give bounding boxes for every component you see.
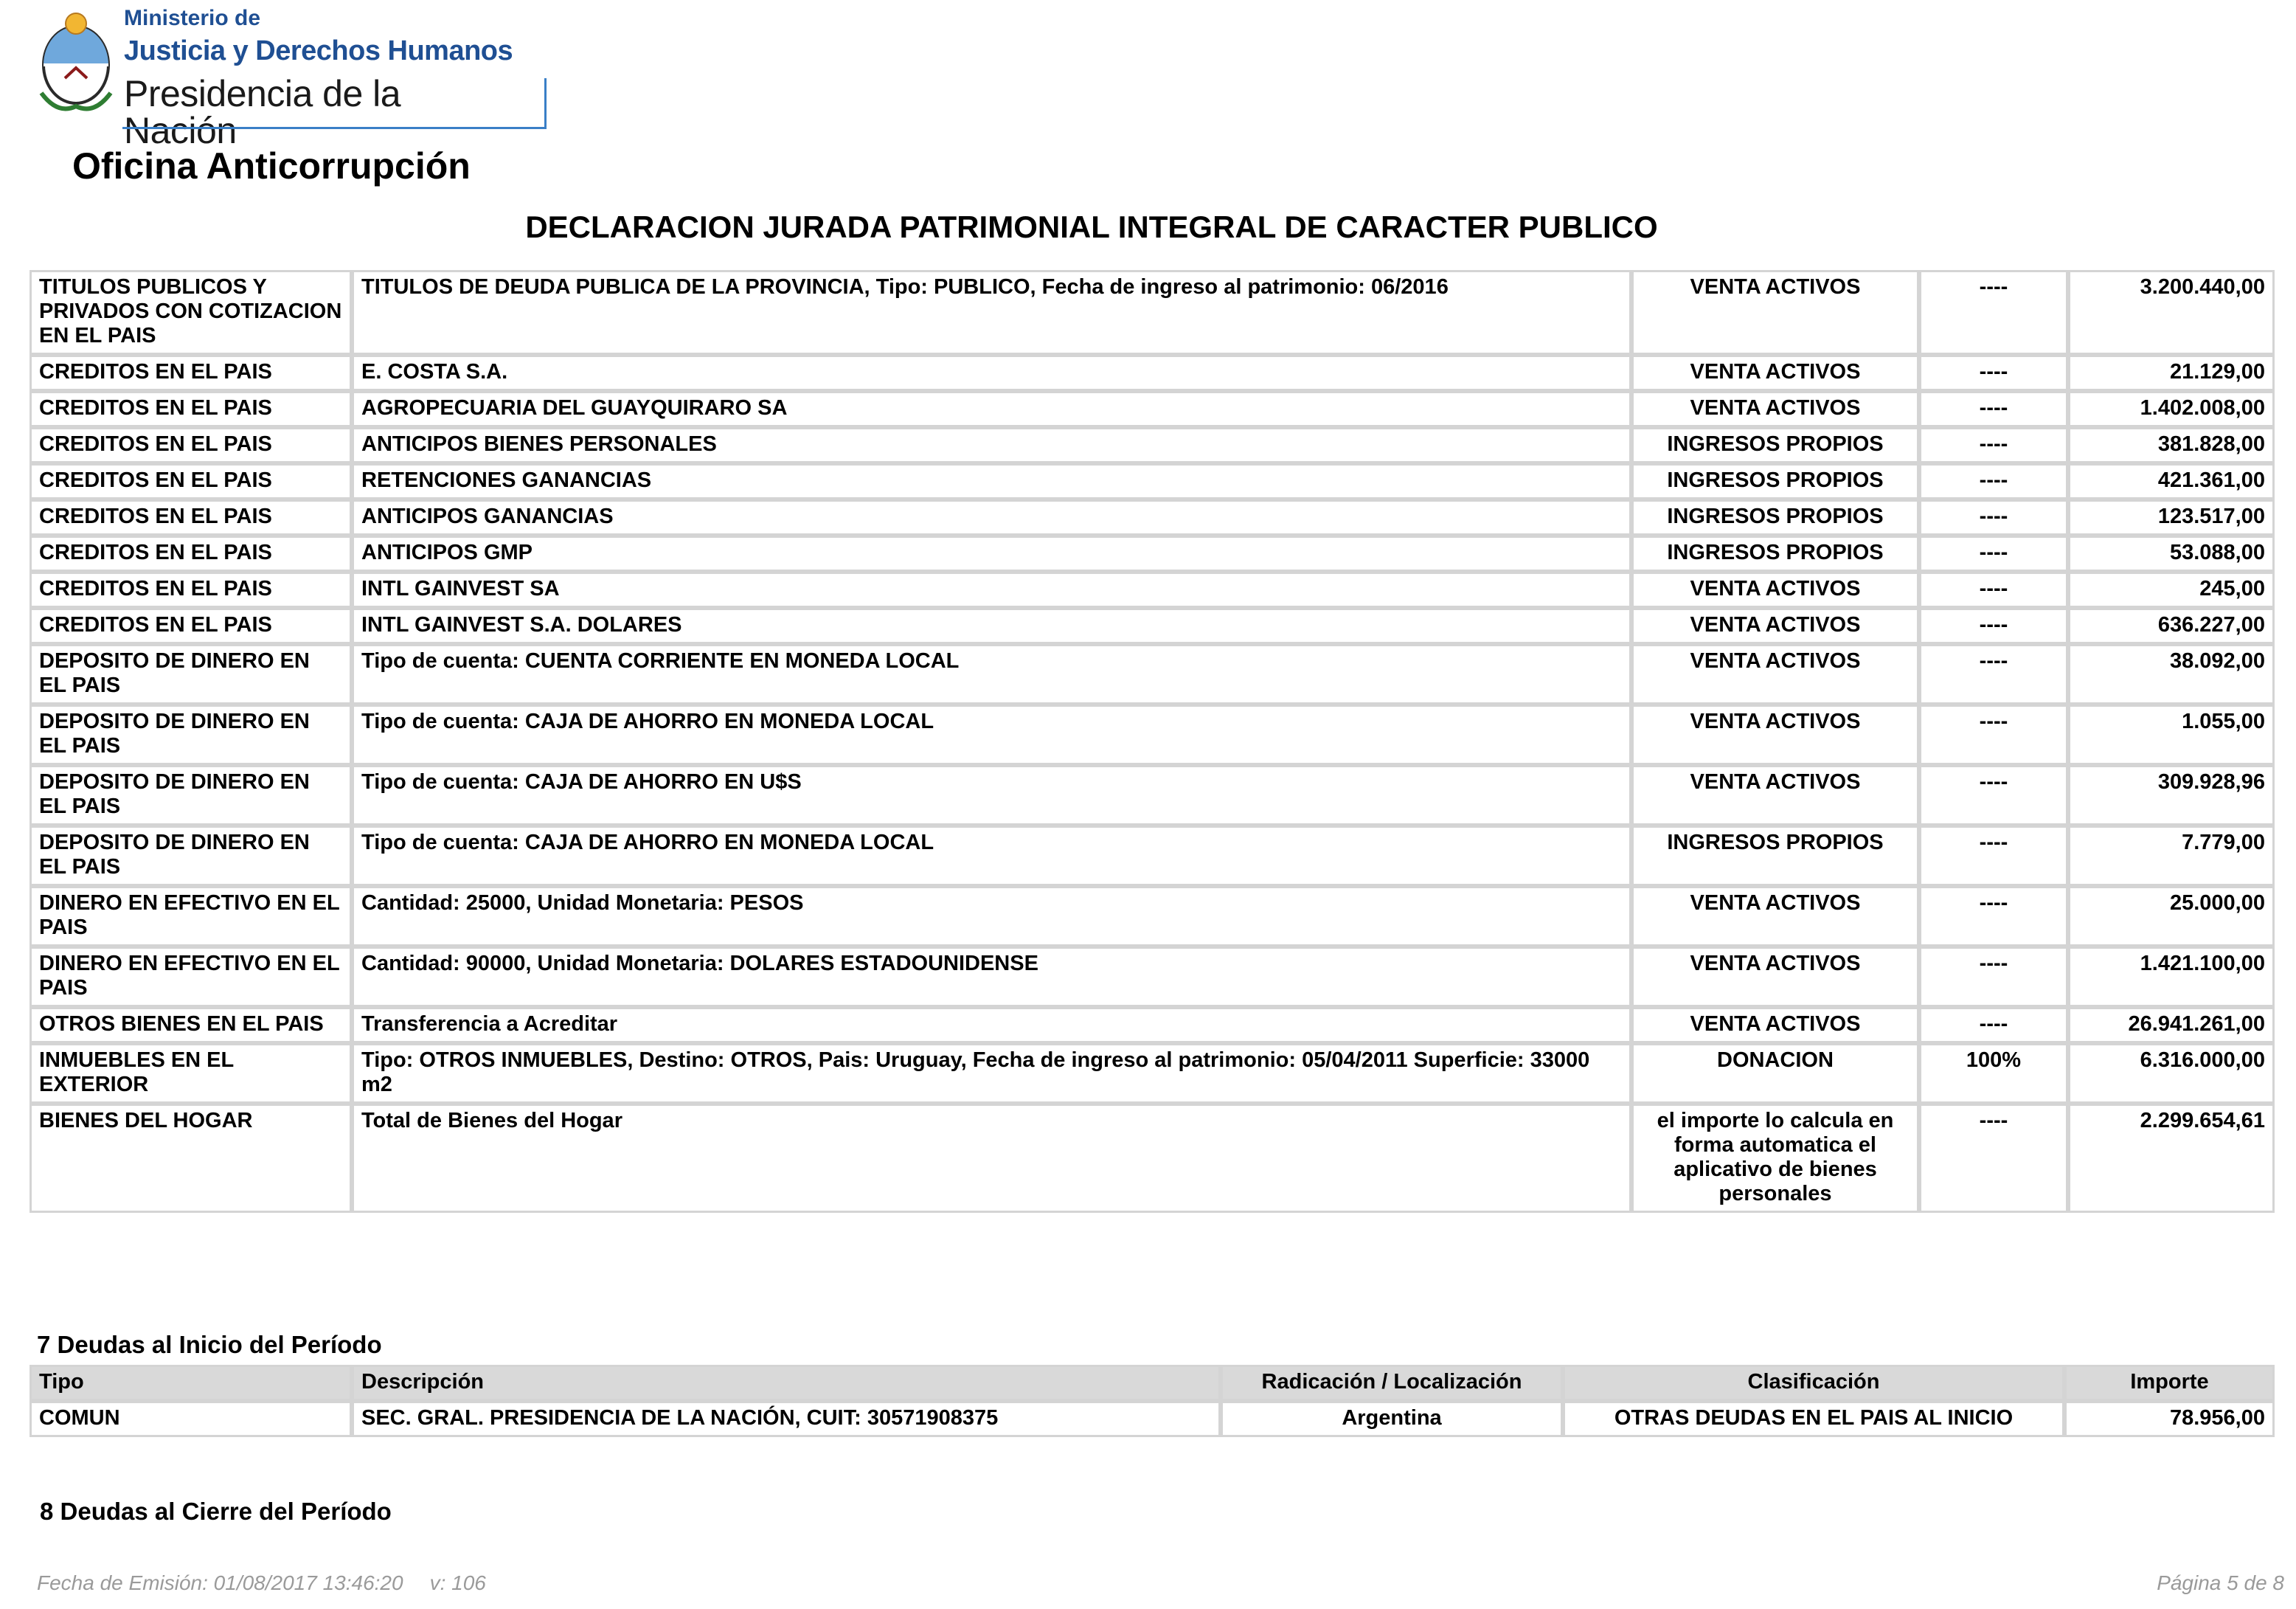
cell-tipo: BIENES DEL HOGAR — [30, 1104, 352, 1213]
cell-porcentaje: ---- — [1919, 765, 2068, 826]
cell-porcentaje: ---- — [1919, 391, 2068, 427]
cell-porcentaje: ---- — [1919, 572, 2068, 608]
cell-origen: VENTA ACTIVOS — [1631, 355, 1919, 391]
table-row — [30, 355, 2275, 391]
cell-tipo: CREDITOS EN EL PAIS — [30, 536, 352, 572]
table-row — [30, 1401, 2275, 1437]
logo-line-ministry: Ministerio de — [124, 6, 261, 30]
table-row — [30, 572, 2275, 608]
cell-importe: 53.088,00 — [2068, 536, 2275, 572]
cell-descripcion: Tipo de cuenta: CAJA DE AHORRO EN MONEDA LOCAL — [352, 705, 1631, 765]
assets-table — [30, 270, 2275, 1213]
cell-origen: INGRESOS PROPIOS — [1631, 826, 1919, 886]
section-title-debts-start: 7 Deudas al Inicio del Período — [37, 1331, 382, 1358]
header-clasificacion: Clasificación — [1563, 1365, 2064, 1401]
footer-emission — [37, 1571, 486, 1595]
cell-tipo: CREDITOS EN EL PAIS — [30, 499, 352, 536]
cell-origen: INGRESOS PROPIOS — [1631, 499, 1919, 536]
cell-tipo: DEPOSITO DE DINERO EN EL PAIS — [30, 826, 352, 886]
cell-porcentaje: ---- — [1919, 644, 2068, 705]
cell-porcentaje: ---- — [1919, 536, 2068, 572]
cell-importe: 7.779,00 — [2068, 826, 2275, 886]
cell-importe: 381.828,00 — [2068, 427, 2275, 463]
table-row — [30, 644, 2275, 705]
version-number: v: 106 — [429, 1571, 486, 1594]
cell-descripcion: Tipo de cuenta: CUENTA CORRIENTE EN MONEDA LOCAL — [352, 644, 1631, 705]
cell-importe: 26.941.261,00 — [2068, 1007, 2275, 1043]
cell-porcentaje: ---- — [1919, 463, 2068, 499]
debts-start-table — [30, 1365, 2275, 1437]
cell-importe: 1.055,00 — [2068, 705, 2275, 765]
cell-tipo: DEPOSITO DE DINERO EN EL PAIS — [30, 705, 352, 765]
table-row — [30, 463, 2275, 499]
cell-porcentaje: ---- — [1919, 705, 2068, 765]
logo-line-justice: Justicia y Derechos Humanos — [124, 35, 513, 66]
cell-importe: 421.361,00 — [2068, 463, 2275, 499]
cell-porcentaje: ---- — [1919, 499, 2068, 536]
logo-underline — [122, 78, 547, 129]
cell-descripcion: Tipo: OTROS INMUEBLES, Destino: OTROS, Pais: Uruguay, Fecha de ingreso al patrimonio: 05/04/2011 Superficie: 33000 m2 — [352, 1043, 1631, 1104]
cell-origen: INGRESOS PROPIOS — [1631, 463, 1919, 499]
cell-origen: VENTA ACTIVOS — [1631, 572, 1919, 608]
cell-descripcion: Tipo de cuenta: CAJA DE AHORRO EN U$S — [352, 765, 1631, 826]
cell-importe: 6.316.000,00 — [2068, 1043, 2275, 1104]
cell-descripcion: Cantidad: 90000, Unidad Monetaria: DOLARES ESTADOUNIDENSE — [352, 947, 1631, 1007]
cell-descripcion: E. COSTA S.A. — [352, 355, 1631, 391]
cell-radicacion: Argentina — [1221, 1401, 1563, 1437]
section-title-debts-end: 8 Deudas al Cierre del Período — [40, 1498, 392, 1525]
argentina-seal-icon — [35, 4, 117, 122]
cell-origen: VENTA ACTIVOS — [1631, 705, 1919, 765]
cell-origen: VENTA ACTIVOS — [1631, 1007, 1919, 1043]
emission-date: Fecha de Emisión: 01/08/2017 13:46:20 — [37, 1571, 403, 1594]
cell-origen: VENTA ACTIVOS — [1631, 608, 1919, 644]
table-row — [30, 270, 2275, 355]
cell-descripcion: INTL GAINVEST S.A. DOLARES — [352, 608, 1631, 644]
cell-importe: 1.421.100,00 — [2068, 947, 2275, 1007]
cell-descripcion: Transferencia a Acreditar — [352, 1007, 1631, 1043]
cell-tipo: COMUN — [30, 1401, 352, 1437]
table-row — [30, 391, 2275, 427]
cell-porcentaje: ---- — [1919, 826, 2068, 886]
table-row — [30, 947, 2275, 1007]
cell-importe: 309.928,96 — [2068, 765, 2275, 826]
cell-origen: el importe lo calcula en forma automatica el aplicativo de bienes personales — [1631, 1104, 1919, 1213]
cell-origen: VENTA ACTIVOS — [1631, 765, 1919, 826]
cell-descripcion: ANTICIPOS GANANCIAS — [352, 499, 1631, 536]
table-header-row — [30, 1365, 2275, 1401]
cell-clasificacion: OTRAS DEUDAS EN EL PAIS AL INICIO — [1563, 1401, 2064, 1437]
cell-tipo: CREDITOS EN EL PAIS — [30, 391, 352, 427]
cell-importe: 25.000,00 — [2068, 886, 2275, 947]
cell-importe: 123.517,00 — [2068, 499, 2275, 536]
cell-descripcion: ANTICIPOS BIENES PERSONALES — [352, 427, 1631, 463]
table-row — [30, 826, 2275, 886]
table-row — [30, 499, 2275, 536]
cell-descripcion: AGROPECUARIA DEL GUAYQUIRARO SA — [352, 391, 1631, 427]
cell-porcentaje: ---- — [1919, 1007, 2068, 1043]
cell-porcentaje: ---- — [1919, 427, 2068, 463]
cell-porcentaje: ---- — [1919, 355, 2068, 391]
cell-porcentaje: ---- — [1919, 270, 2068, 355]
cell-importe: 2.299.654,61 — [2068, 1104, 2275, 1213]
cell-descripcion: ANTICIPOS GMP — [352, 536, 1631, 572]
cell-importe: 3.200.440,00 — [2068, 270, 2275, 355]
cell-porcentaje: ---- — [1919, 886, 2068, 947]
cell-descripcion: Tipo de cuenta: CAJA DE AHORRO EN MONEDA LOCAL — [352, 826, 1631, 886]
office-title: Oficina Anticorrupción — [72, 145, 471, 187]
logo-line-presidency: Presidencia de la Nación — [124, 73, 401, 151]
table-row — [30, 1043, 2275, 1104]
table-row — [30, 705, 2275, 765]
cell-tipo: DEPOSITO DE DINERO EN EL PAIS — [30, 765, 352, 826]
cell-porcentaje: ---- — [1919, 947, 2068, 1007]
cell-tipo: CREDITOS EN EL PAIS — [30, 463, 352, 499]
table-row — [30, 886, 2275, 947]
cell-descripcion: INTL GAINVEST SA — [352, 572, 1631, 608]
cell-importe: 21.129,00 — [2068, 355, 2275, 391]
table-row — [30, 1007, 2275, 1043]
cell-descripcion: Total de Bienes del Hogar — [352, 1104, 1631, 1213]
cell-tipo: DINERO EN EFECTIVO EN EL PAIS — [30, 947, 352, 1007]
table-row — [30, 427, 2275, 463]
cell-tipo: INMUEBLES EN EL EXTERIOR — [30, 1043, 352, 1104]
cell-porcentaje: ---- — [1919, 608, 2068, 644]
cell-tipo: CREDITOS EN EL PAIS — [30, 427, 352, 463]
cell-tipo: TITULOS PUBLICOS Y PRIVADOS CON COTIZACION EN EL PAIS — [30, 270, 352, 355]
cell-descripcion: SEC. GRAL. PRESIDENCIA DE LA NACIÓN, CUIT: 30571908375 — [352, 1401, 1221, 1437]
table-row — [30, 608, 2275, 644]
cell-origen: VENTA ACTIVOS — [1631, 391, 1919, 427]
cell-origen: INGRESOS PROPIOS — [1631, 536, 1919, 572]
cell-tipo: OTROS BIENES EN EL PAIS — [30, 1007, 352, 1043]
cell-tipo: CREDITOS EN EL PAIS — [30, 608, 352, 644]
cell-tipo: CREDITOS EN EL PAIS — [30, 572, 352, 608]
cell-porcentaje: ---- — [1919, 1104, 2068, 1213]
cell-origen: VENTA ACTIVOS — [1631, 270, 1919, 355]
header-tipo: Tipo — [30, 1365, 352, 1401]
page-number: Página 5 de 8 — [2157, 1571, 2284, 1594]
cell-tipo: DINERO EN EFECTIVO EN EL PAIS — [30, 886, 352, 947]
table-row — [30, 1104, 2275, 1213]
cell-tipo: DEPOSITO DE DINERO EN EL PAIS — [30, 644, 352, 705]
ministry-logo — [35, 4, 515, 151]
cell-tipo: CREDITOS EN EL PAIS — [30, 355, 352, 391]
document-title: DECLARACION JURADA PATRIMONIAL INTEGRAL DE CARACTER PUBLICO — [525, 210, 1658, 244]
cell-origen: INGRESOS PROPIOS — [1631, 427, 1919, 463]
cell-origen: VENTA ACTIVOS — [1631, 947, 1919, 1007]
table-row — [30, 536, 2275, 572]
table-row — [30, 765, 2275, 826]
header-importe: Importe — [2064, 1365, 2275, 1401]
cell-importe: 636.227,00 — [2068, 608, 2275, 644]
cell-importe: 78.956,00 — [2064, 1401, 2275, 1437]
cell-origen: VENTA ACTIVOS — [1631, 886, 1919, 947]
cell-importe: 1.402.008,00 — [2068, 391, 2275, 427]
cell-importe: 245,00 — [2068, 572, 2275, 608]
header-radicacion: Radicación / Localización — [1221, 1365, 1563, 1401]
cell-descripcion: RETENCIONES GANANCIAS — [352, 463, 1631, 499]
header-descripcion: Descripción — [352, 1365, 1221, 1401]
cell-descripcion: Cantidad: 25000, Unidad Monetaria: PESOS — [352, 886, 1631, 947]
cell-descripcion: TITULOS DE DEUDA PUBLICA DE LA PROVINCIA, Tipo: PUBLICO, Fecha de ingreso al patrimonio: 06/2016 — [352, 270, 1631, 355]
cell-importe: 38.092,00 — [2068, 644, 2275, 705]
cell-porcentaje: 100% — [1919, 1043, 2068, 1104]
cell-origen: DONACION — [1631, 1043, 1919, 1104]
cell-origen: VENTA ACTIVOS — [1631, 644, 1919, 705]
